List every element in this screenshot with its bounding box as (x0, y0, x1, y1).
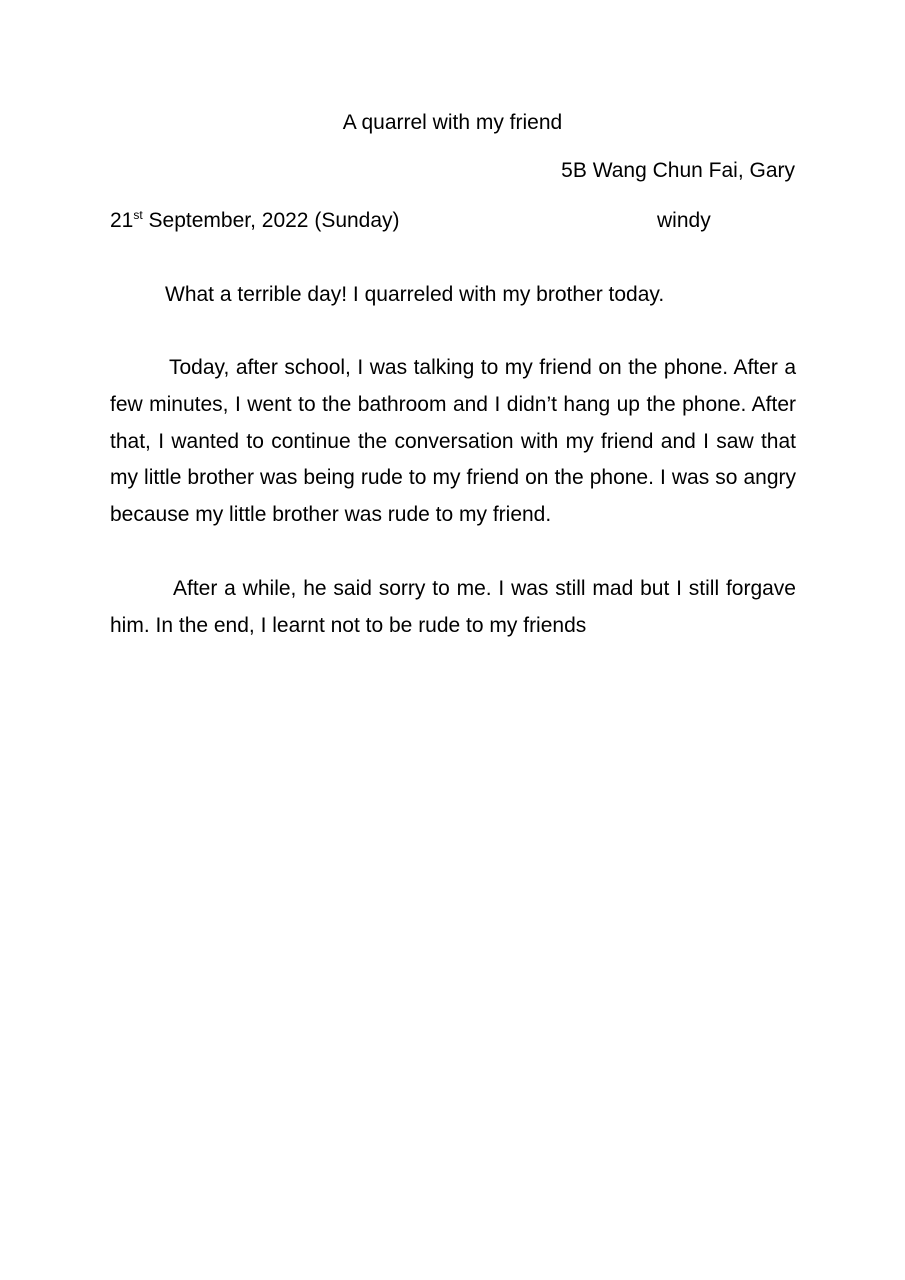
date-line (110, 208, 400, 234)
diary-title: A quarrel with my friend (342, 111, 563, 134)
paragraph-1: What a terrible day! I quarreled with my brother today. (165, 283, 665, 306)
date-rest: September, 2022 (Sunday) (142, 209, 400, 232)
paragraph-3: After a while, he said sorry to me. I was still mad but I still forgave him. In the end, I learnt not to be rude to my friends (110, 577, 796, 637)
weather-label: windy (657, 209, 711, 232)
author-line: 5B Wang Chun Fai, Gary (561, 159, 795, 182)
paragraph-2: Today, after school, I was talking to my friend on the phone. After a few minutes, I went to the bathroom and I didn’t hang up the phone. After that, I wanted to continue the conversation with my friend and I saw that my little brother was being rude to my friend on the phone. I was so angry because my little brother was rude to my friend. (110, 356, 796, 527)
date-day: 21 (110, 209, 134, 232)
date-suffix: st (133, 208, 143, 222)
